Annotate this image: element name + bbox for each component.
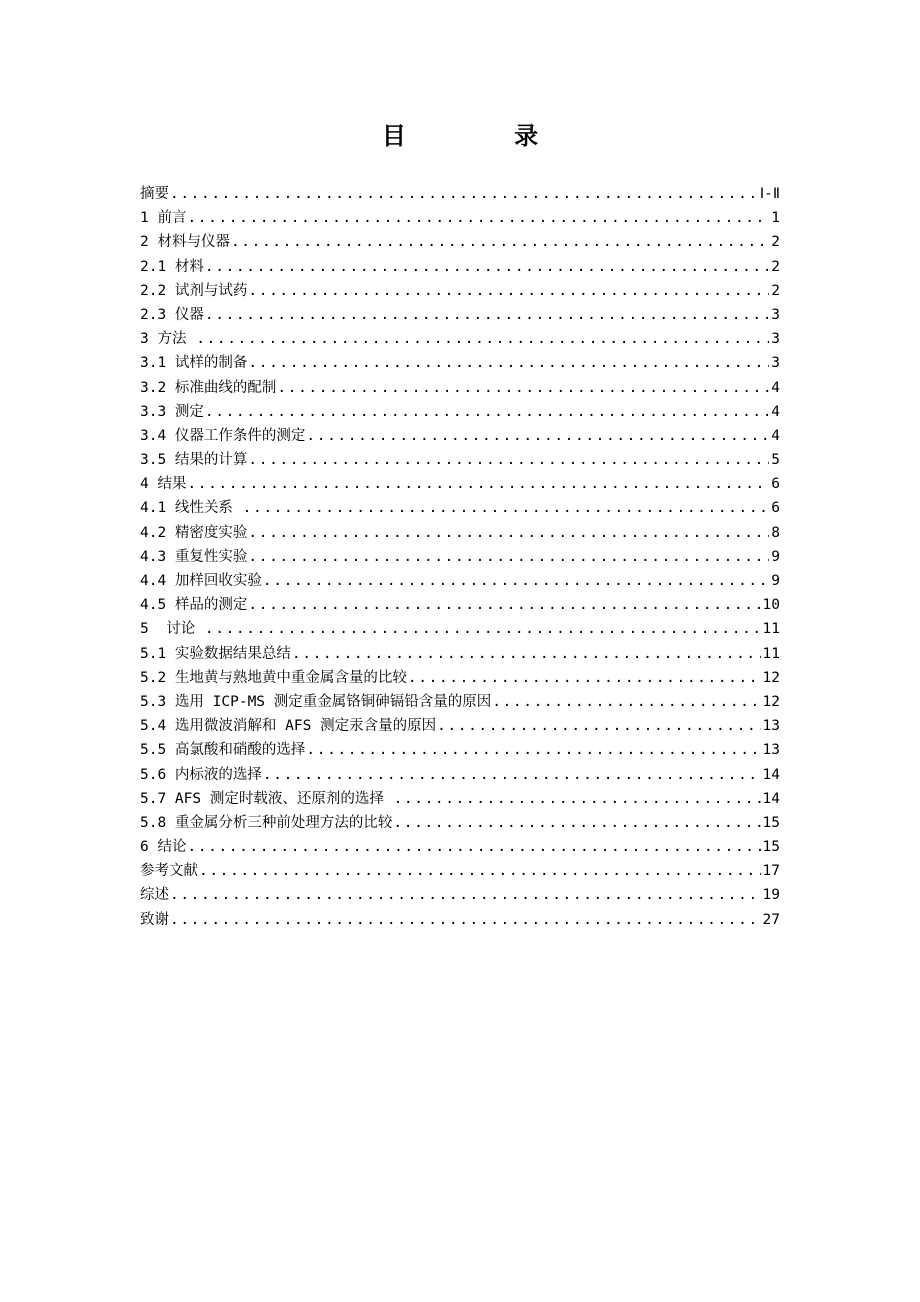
toc-entry — [140, 787, 780, 811]
toc-dot-leader — [248, 448, 769, 472]
toc-dot-leader — [170, 182, 758, 206]
toc-entry-page: 3 — [771, 306, 780, 323]
toc-entry-label: 3.2 标准曲线的配制 — [140, 379, 277, 396]
toc-dot-leader — [437, 714, 760, 738]
toc-dot-leader — [205, 255, 769, 279]
toc-entry-label: 3.3 测定 — [140, 403, 204, 420]
toc-dot-leader — [292, 642, 761, 666]
toc-dot-leader — [248, 521, 769, 545]
toc-dot-leader — [393, 811, 760, 835]
toc-entry-label: 摘要 — [140, 186, 169, 202]
toc-entry — [140, 496, 780, 520]
toc-entry-label: 5.4 选用微波消解和 AFS 测定汞含量的原因 — [140, 718, 437, 735]
page-title: 目 录 — [381, 122, 589, 150]
toc-entry-page: 14 — [762, 790, 780, 807]
toc-dot-leader — [306, 424, 769, 448]
toc-entry-label: 3 方法 — [140, 331, 196, 348]
toc-entry-label: 5.5 高氯酸和硝酸的选择 — [140, 742, 306, 759]
toc-dot-leader — [199, 859, 761, 883]
toc-entry-label: 4 结果 — [140, 476, 187, 493]
toc-entry-label: 5.8 重金属分析三种前处理方法的比较 — [140, 814, 393, 831]
toc-entry-page: 3 — [771, 331, 780, 348]
toc-entry-label: 4.1 线性关系 — [140, 500, 242, 517]
toc-entry-label: 4.2 精密度实验 — [140, 524, 248, 541]
toc-entry-page: 4 — [771, 403, 780, 420]
toc-entry — [140, 859, 780, 883]
toc-entry-label: 参考文献 — [140, 863, 198, 880]
toc-entry-page: 6 — [771, 476, 780, 493]
toc-entry — [140, 424, 780, 448]
toc-dot-leader — [243, 496, 770, 520]
toc-entry-page: 27 — [762, 911, 780, 928]
toc-dot-leader — [277, 376, 769, 400]
toc-entry-label: 2.3 仪器 — [140, 306, 204, 323]
toc-entry-page: 13 — [762, 718, 780, 735]
toc-entry — [140, 617, 780, 641]
toc-dot-leader — [263, 763, 761, 787]
toc-entry — [140, 883, 780, 907]
toc-entry-page: 2 — [771, 258, 780, 275]
toc-dot-leader — [492, 690, 760, 714]
toc-entry — [140, 908, 780, 932]
toc-entry — [140, 666, 780, 690]
toc-dot-leader — [187, 206, 769, 230]
toc-entry-page: 11 — [762, 621, 780, 638]
toc-dot-leader — [170, 908, 761, 932]
table-of-contents — [140, 182, 780, 932]
toc-entry — [140, 593, 780, 617]
toc-entry-label: 6 结论 — [140, 839, 187, 856]
toc-dot-leader — [205, 303, 769, 327]
toc-dot-leader — [306, 738, 760, 762]
toc-entry — [140, 182, 780, 206]
toc-entry — [140, 303, 780, 327]
toc-entry-label: 4.5 样品的测定 — [140, 597, 248, 614]
toc-dot-leader — [248, 279, 769, 303]
toc-dot-leader — [263, 569, 769, 593]
toc-entry-page: 10 — [762, 597, 780, 614]
toc-entry — [140, 763, 780, 787]
toc-dot-leader — [205, 617, 761, 641]
toc-dot-leader — [248, 351, 769, 375]
toc-entry-label: 2.2 试剂与试药 — [140, 282, 248, 299]
toc-entry-label: 3.5 结果的计算 — [140, 452, 248, 469]
toc-dot-leader — [248, 593, 760, 617]
toc-entry — [140, 327, 780, 351]
toc-entry — [140, 279, 780, 303]
toc-dot-leader — [187, 835, 760, 859]
toc-entry — [140, 230, 780, 254]
toc-entry — [140, 521, 780, 545]
toc-entry — [140, 206, 780, 230]
toc-entry-page: 12 — [762, 669, 780, 686]
toc-entry-page: 4 — [771, 379, 780, 396]
toc-entry-page: 3 — [771, 355, 780, 372]
toc-entry-label: 5.7 AFS 测定时载液、还原剂的选择 — [140, 790, 393, 807]
toc-entry — [140, 545, 780, 569]
toc-entry-page: 13 — [762, 742, 780, 759]
toc-dot-leader — [394, 787, 761, 811]
toc-entry-page: 1 — [771, 210, 780, 227]
toc-entry-page: 11 — [762, 645, 780, 662]
toc-dot-leader — [170, 883, 761, 907]
toc-entry — [140, 472, 780, 496]
toc-entry-page: 9 — [771, 548, 780, 565]
toc-entry-page: 15 — [762, 814, 780, 831]
toc-entry — [140, 690, 780, 714]
toc-entry-label: 5 讨论 — [140, 621, 204, 638]
toc-entry-page: 19 — [762, 887, 780, 904]
toc-entry-page: 4 — [771, 427, 780, 444]
toc-entry-page: 15 — [762, 839, 780, 856]
toc-entry-label: 3.4 仪器工作条件的测定 — [140, 427, 306, 444]
toc-dot-leader — [187, 472, 769, 496]
toc-entry-label: 5.3 选用 ICP-MS 测定重金属铬铜砷镉铅含量的原因 — [140, 693, 492, 710]
toc-entry — [140, 738, 780, 762]
toc-entry-label: 2.1 材料 — [140, 258, 204, 275]
toc-entry-label: 5.2 生地黄与熟地黄中重金属含量的比较 — [140, 669, 407, 686]
toc-entry — [140, 835, 780, 859]
toc-entry-label: 5.6 内标液的选择 — [140, 766, 262, 783]
toc-entry — [140, 255, 780, 279]
toc-entry — [140, 400, 780, 424]
toc-entry-label: 致谢 — [140, 911, 169, 928]
toc-entry — [140, 569, 780, 593]
toc-entry-page: 2 — [771, 282, 780, 299]
toc-entry-page: 9 — [771, 573, 780, 589]
toc-entry-label: 3.1 试样的制备 — [140, 355, 248, 372]
toc-entry-page: 14 — [762, 766, 780, 783]
toc-entry-page: 5 — [771, 452, 780, 469]
toc-entry-label: 综述 — [140, 887, 169, 904]
toc-entry — [140, 376, 780, 400]
toc-entry-page: 2 — [771, 234, 780, 251]
toc-dot-leader — [196, 327, 769, 351]
toc-entry-page: 8 — [771, 524, 780, 541]
toc-dot-leader — [231, 230, 769, 254]
toc-entry-label: 2 材料与仪器 — [140, 234, 230, 251]
toc-entry-page: 17 — [762, 863, 780, 880]
toc-entry — [140, 642, 780, 666]
toc-entry-label: 4.4 加样回收实验 — [140, 573, 262, 589]
toc-entry — [140, 714, 780, 738]
toc-entry — [140, 448, 780, 472]
toc-entry-label: 1 前言 — [140, 210, 187, 227]
toc-entry — [140, 811, 780, 835]
toc-entry-label: 5.1 实验数据结果总结 — [140, 645, 291, 662]
toc-entry — [140, 351, 780, 375]
toc-dot-leader — [205, 400, 769, 424]
toc-dot-leader — [408, 666, 761, 690]
toc-entry-page: Ⅰ-Ⅱ — [759, 186, 780, 202]
toc-entry-label: 4.3 重复性实验 — [140, 548, 248, 565]
toc-entry-page: 6 — [771, 500, 780, 517]
toc-entry-page: 12 — [762, 693, 780, 710]
toc-dot-leader — [248, 545, 769, 569]
